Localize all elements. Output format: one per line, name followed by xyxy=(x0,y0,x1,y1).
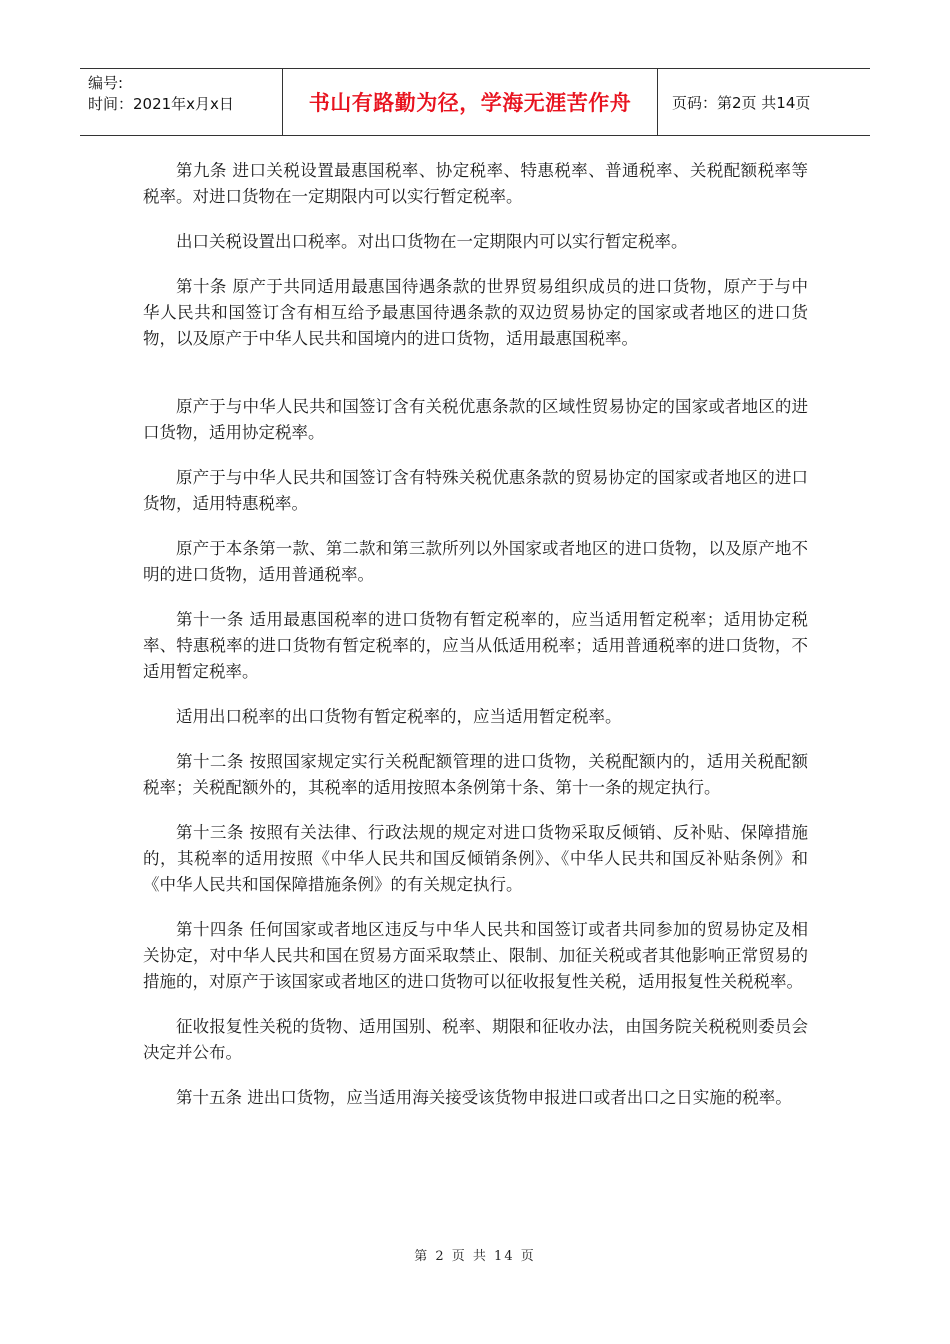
header-page-info: 页码：第2页 共14页 xyxy=(672,93,811,112)
document-header xyxy=(80,68,870,136)
document-time-label: 时间：2021年x月x日 xyxy=(88,95,234,113)
paragraph-preferential-rate: 原产于与中华人民共和国签订含有特殊关税优惠条款的贸易协定的国家或者地区的进口货物，适用特惠税率。 xyxy=(143,468,808,513)
paragraph-article-12: 第十二条 按照国家规定实行关税配额管理的进口货物，关税配额内的，适用关税配额税率；关税配额外的，其税率的适用按照本条例第十条、第十一条的规定执行。 xyxy=(143,752,808,797)
paragraph-article-15: 第十五条 进出口货物，应当适用海关接受该货物申报进口或者出口之日实施的税率。 xyxy=(176,1088,792,1107)
paragraph-export-provisional: 适用出口税率的出口货物有暂定税率的，应当适用暂定税率。 xyxy=(176,707,622,726)
paragraph-article-10: 第十条 原产于共同适用最惠国待遇条款的世界贸易组织成员的进口货物，原产于与中华人民共和国签订含有相互给予最惠国待遇条款的双边贸易协定的国家或者地区的进口货物，以及原产于中华人民共和国境内的进口货物，适用最惠国税率。 xyxy=(143,277,808,348)
page-footer: 第 2 页 共 14 页 xyxy=(414,1249,536,1264)
paragraph-article-11: 第十一条 适用最惠国税率的进口货物有暂定税率的，应当适用暂定税率；适用协定税率、特惠税率的进口货物有暂定税率的，应当从低适用税率；适用普通税率的进口货物，不适用暂定税率。 xyxy=(143,610,808,681)
header-meta xyxy=(80,69,283,135)
paragraph-article-9: 第九条 进口关税设置最惠国税率、协定税率、特惠税率、普通税率、关税配额税率等税率。对进口货物在一定期限内可以实行暂定税率。 xyxy=(143,161,808,206)
document-number-label: 编号: xyxy=(88,74,124,92)
paragraph-article-14: 第十四条 任何国家或者地区违反与中华人民共和国签订或者共同参加的贸易协定及相关协定，对中华人民共和国在贸易方面采取禁止、限制、加征关税或者其他影响正常贸易的措施的，对原产于该国家或者地区的进口货物可以征收报复性关税，适用报复性关税税率。 xyxy=(143,920,808,991)
paragraph-retaliatory-tariff: 征收报复性关税的货物、适用国别、税率、期限和征收办法，由国务院关税税则委员会决定并公布。 xyxy=(143,1017,808,1062)
paragraph-general-rate: 原产于本条第一款、第二款和第三款所列以外国家或者地区的进口货物，以及原产地不明的进口货物，适用普通税率。 xyxy=(143,539,808,584)
paragraph-export-tariff: 出口关税设置出口税率。对出口货物在一定期限内可以实行暂定税率。 xyxy=(176,232,688,251)
header-motto: 书山有路勤为径，学海无涯苦作舟 xyxy=(283,69,658,135)
paragraph-agreement-rate: 原产于与中华人民共和国签订含有关税优惠条款的区域性贸易协定的国家或者地区的进口货物，适用协定税率。 xyxy=(143,397,808,442)
document-body xyxy=(143,158,808,1130)
paragraph-article-13: 第十三条 按照有关法律、行政法规的规定对进口货物采取反倾销、反补贴、保障措施的，其税率的适用按照《中华人民共和国反倾销条例》、《中华人民共和国反补贴条例》和《中华人民共和国保障措施条例》的有关规定执行。 xyxy=(143,823,808,894)
